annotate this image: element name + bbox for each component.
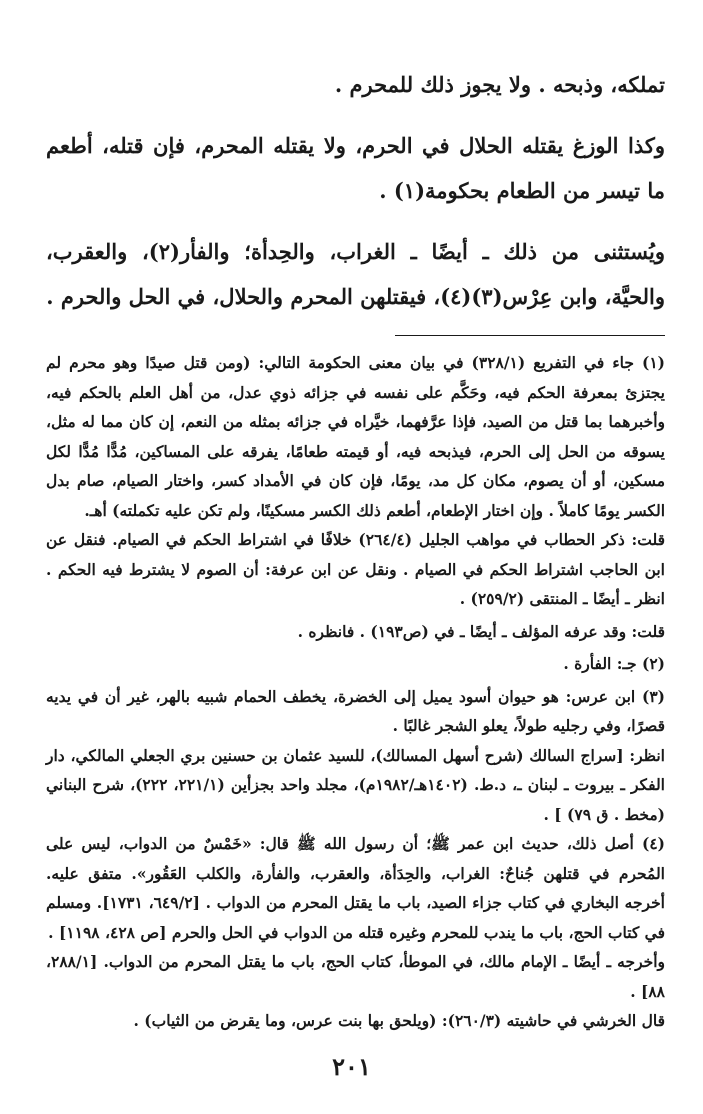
footnote-3: (٣) ابن عرس: هو حيوان أسود يميل إلى الخضرة، يخطف الحمام شبيه بالهر، غير أن في يديه قصرًا، وفي رجليه طولاً، يعلو الشجر غالبًا . (46, 686, 665, 735)
footnote-3-reference: انظر: [سراج السالك (شرح أسهل المسالك)، للسيد عثمان بن حسنين بري الجعلي المالكي، دار الفكر ـ بيروت ـ لبنان ـ، د.ط. (١٤٠٢هـ/١٩٨٢م)، مجلد واحد بجزأين (٢٢١/١، ٢٢٢)، شرح البناني (مخط . ق ٧٩) ] . (46, 745, 665, 824)
footnotes (46, 348, 665, 1036)
main-text (46, 62, 665, 319)
footnote-4: (٤) أصل ذلك، حديث ابن عمر ﷺ؛ أن رسول الله ﷺ قال: «خَمْسٌ من الدواب، ليس على المُحرم في قتلهن جُناحٌ: الغراب، والحِدَأة، والعقرب، والفأرة، والكلب العَقُور». متفق عليه. أخرجه البخاري في كتاب جزاء الصيد، باب ما يقتل المحرم من الدواب . [٦٤٩/٢، ١٧٣١]. ومسلم في كتاب الحج، باب ما يندب للمحرم وغيره قتله من الدواب في الحل والحرم [ص ٤٢٨، ١١٩٨] . (46, 834, 665, 942)
footnote-4-continued: وأخرجه ـ أيضًا ـ الإمام مالك، في الموطأ، كتاب الحج، باب ما يقتل المحرم من الدواب. [٢٨٨/١، ٨٨] . (46, 952, 665, 1001)
main-paragraph-2: وكذا الوزغ يقتله الحلال في الحرم، ولا يقتله المحرم، فإن قتله، أطعم ما تيسر من الطعام بحكومة(١) . (46, 133, 665, 203)
footnote-1-comment-2: قلت: وقد عرفه المؤلف ـ أيضًا ـ في (ص١٩٣) . فانظره . (297, 621, 665, 641)
footnote-1: (١) جاء في التفريع (٣٢٨/١) في بيان معنى الحكومة التالي: (ومن قتل صيدًا وهو محرم لم يجتزئ بمعرفة الحكم فيه، وحَكَّم على نفسه في جزائه ذوي عدل، من أهل العلم بالحكم فيه، وأخبرهما بما قتل من الصيد، فإذا عرَّفهما، خيَّراه في جزائه بمثله من النعم، إن كان مما له مثل، يسوقه من الحل إلى الحرم، فيذبحه فيه، أو قيمته طعامًا، يفرقه على المساكين، مُدًّا مُدًّا لكل مسكين، أو أن يصوم، مكان كل مد، يومًا، فإن كان في الأمداد كسر، واختار الصيام، صام بدل الكسر يومًا كاملاً . وإن اختار الإطعام، أطعم ذلك الكسر مسكينًا، ولم تكن عليه تكملته) أهـ. (46, 353, 665, 520)
main-paragraph-3: ويُستثنى من ذلك ـ أيضًا ـ الغراب، والحِدأة؛ والفأر(٢)، والعقرب، والحيَّة، وابن عِرْس(٣)(٤)، فيقتلهن المحرم والحلال، في الحل والحرم . (46, 239, 665, 309)
footnote-4-kharshi: قال الخرشي في حاشيته (٢٦٠/٣): (ويلحق بها بنت عرس، وما يقرض من الثياب) . (133, 1011, 665, 1030)
footnote-separator (395, 335, 665, 336)
main-paragraph-1: تملكه، وذبحه . ولا يجوز ذلك للمحرم . (334, 72, 665, 97)
footnote-2: (٢) جـ: الفأرة . (563, 654, 665, 673)
page-body (46, 62, 665, 1036)
page-number: ٢٠١ (332, 1052, 371, 1081)
footnote-1-comment: قلت: ذكر الحطاب في مواهب الجليل (٢٦٤/٤) خلافًا في اشتراط الحكم في الصيام. فنقل عن ابن الحاجب اشتراط الحكم في الصيام . ونقل عن ابن عرفة: أن الصوم لا يشترط فيه الحكم . انظر ـ أيضًا ـ المنتقى (٢٥٩/٢) . (46, 530, 665, 608)
